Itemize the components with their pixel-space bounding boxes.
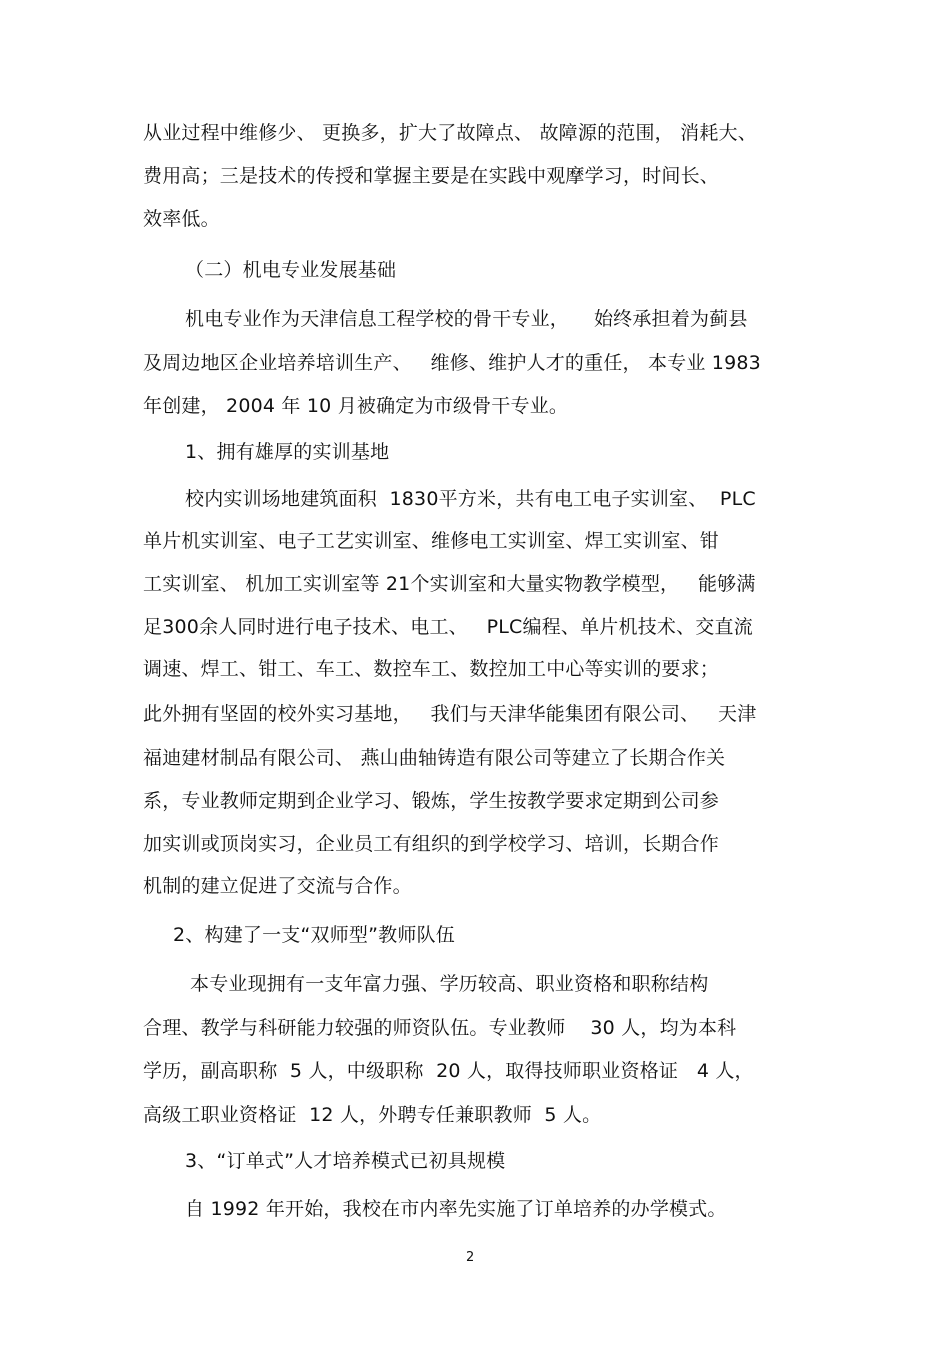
paragraph-line: 校内实训场地建筑面积 1830平方米，共有电工电子实训室、 PLC [185,488,756,510]
page-number: 2 [466,1250,475,1265]
paragraph-line: 高级工职业资格证 12 人，外聘专任兼职教师 5 人。 [143,1104,602,1126]
paragraph-line: 系，专业教师定期到企业学习、锻炼，学生按教学要求定期到公司参 [143,790,720,812]
paragraph-line: 年创建， 2004 年 10 月被确定为市级骨干专业。 [143,395,569,417]
paragraph-line: 调速、焊工、钳工、车工、数控车工、数控加工中心等实训的要求； [143,658,720,680]
paragraph-line: 单片机实训室、电子工艺实训室、维修电工实训室、焊工实训室、钳 [143,530,720,552]
subsection-heading: 2、构建了一支“双师型”教师队伍 [173,924,455,946]
paragraph-line: 合理、教学与科研能力较强的师资队伍。专业教师 30 人，均为本科 [143,1017,737,1039]
paragraph-line: 加实训或顶岗实习，企业员工有组织的到学校学习、培训，长期合作 [143,833,720,855]
section-heading: （二）机电专业发展基础 [185,259,397,281]
paragraph-line: 自 1992 年开始，我校在市内率先实施了订单培养的办学模式。 [185,1198,727,1220]
paragraph-line: 机电专业作为天津信息工程学校的骨干专业， 始终承担着为蓟县 [185,308,748,330]
paragraph-line: 福迪建材制品有限公司、 燕山曲轴铸造有限公司等建立了长期合作关 [143,747,726,769]
paragraph-line: 费用高；三是技术的传授和掌握主要是在实践中观摩学习，时间长、 [143,165,720,187]
paragraph-line: 工实训室、 机加工实训室等 21个实训室和大量实物教学模型， 能够满 [143,573,756,595]
paragraph-line: 此外拥有坚固的校外实习基地， 我们与天津华能集团有限公司、 天津 [143,703,757,725]
paragraph-line: 本专业现拥有一支年富力强、学历较高、职业资格和职称结构 [190,973,709,995]
paragraph-line: 效率低。 [143,208,220,230]
paragraph-line: 学历，副高职称 5 人，中级职称 20 人，取得技师职业资格证 4 人， [143,1060,754,1082]
paragraph-line: 及周边地区企业培养培训生产、 维修、维护人才的重任， 本专业 1983 [143,352,761,374]
paragraph-line: 机制的建立促进了交流与合作。 [143,875,412,897]
subsection-heading: 3、“订单式”人才培养模式已初具规模 [185,1150,506,1172]
paragraph-line: 足300余人同时进行电子技术、电工、 PLC编程、单片机技术、交直流 [143,616,753,638]
subsection-heading: 1、拥有雄厚的实训基地 [185,441,390,463]
paragraph-line: 从业过程中维修少、 更换多，扩大了故障点、 故障源的范围， 消耗大、 [143,122,757,144]
